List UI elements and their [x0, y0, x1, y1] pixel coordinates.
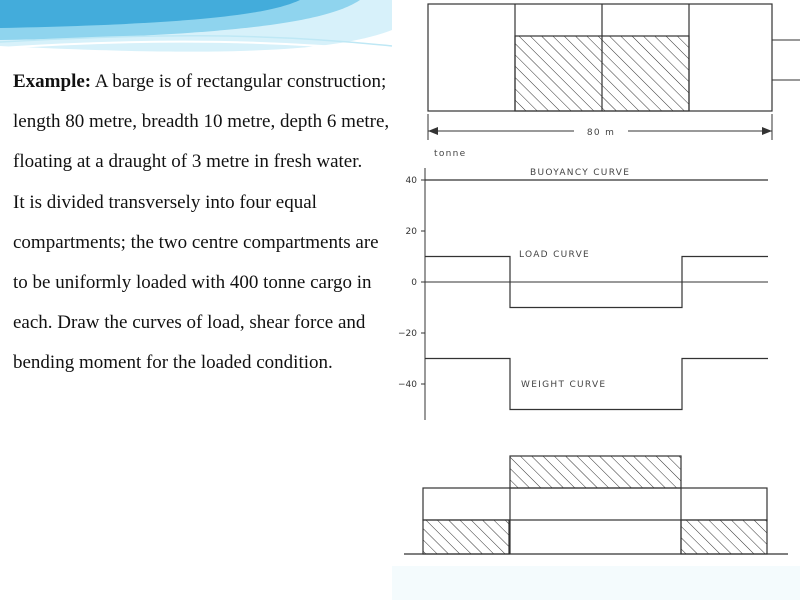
y-tick-label: −40	[398, 380, 417, 390]
loading-blocks	[404, 456, 788, 554]
y-tick-label: 20	[405, 227, 417, 237]
y-ticks	[398, 176, 425, 390]
example-paragraph-2: It is divided transversely into four equal compartments; the two centre compartments are to be uniformly loaded with 400 tonne cargo in each. Draw the curves of load, shear force and bending moment for the loaded condition.	[13, 191, 379, 374]
y-tick-label: 40	[405, 176, 417, 186]
y-tick-label: −20	[398, 329, 417, 339]
load-curve-label: LOAD CURVE	[519, 250, 591, 260]
unit-label: tonne	[434, 149, 467, 159]
barge-diagram	[392, 0, 800, 566]
length-dimension	[428, 114, 772, 140]
y-tick-label: 0	[411, 278, 417, 288]
example-paragraph-1: A barge is of rectangular construction; length 80 metre, breadth 10 metre, depth 6 metre, floating at a draught of 3 metre in fresh water.	[13, 71, 390, 173]
example-text	[13, 62, 393, 384]
barge-plan	[428, 4, 800, 111]
curves-chart	[398, 149, 768, 420]
buoyancy-curve-label: BUOYANCY CURVE	[530, 168, 631, 178]
weight-curve-label: WEIGHT CURVE	[521, 380, 607, 390]
length-label: 80 m	[586, 128, 616, 138]
example-label: Example:	[13, 71, 92, 92]
curve-lines	[425, 180, 768, 410]
